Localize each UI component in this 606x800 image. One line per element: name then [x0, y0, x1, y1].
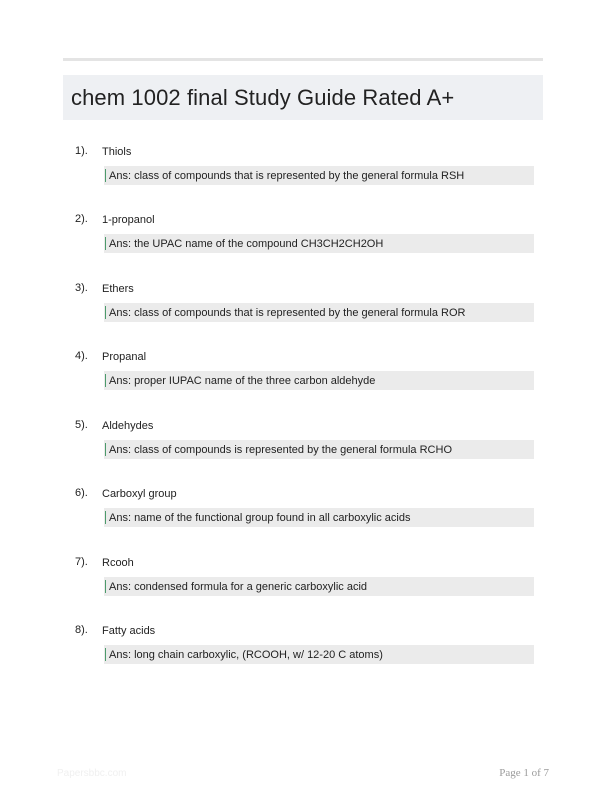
question-item	[0, 281, 606, 349]
answer-box	[104, 303, 534, 322]
answer-box	[104, 371, 534, 390]
answer-box	[104, 440, 534, 459]
answer-text: Ans: long chain carboxylic, (RCOOH, w/ 12-20 C atoms)	[109, 648, 383, 661]
answer-marker	[105, 306, 106, 319]
answer-box	[104, 577, 534, 596]
question-item	[0, 349, 606, 417]
answer-text: Ans: class of compounds that is represented by the general formula RSH	[109, 169, 465, 182]
question-number: 8).	[75, 624, 88, 636]
question-item	[0, 555, 606, 623]
answer-box	[104, 645, 534, 664]
question-number: 7).	[75, 556, 88, 568]
answer-marker	[105, 648, 106, 661]
question-number: 1).	[75, 145, 88, 157]
question-term: Carboxyl group	[102, 488, 177, 500]
question-term: 1-propanol	[102, 214, 155, 226]
question-term: Propanal	[102, 351, 147, 363]
question-number: 6).	[75, 487, 88, 499]
question-number: 5).	[75, 419, 88, 431]
answer-marker	[105, 374, 106, 387]
answer-text: Ans: the UPAC name of the compound CH3CH2CH2OH	[109, 237, 384, 250]
question-item	[0, 486, 606, 554]
answer-marker	[105, 580, 106, 593]
question-number: 2).	[75, 213, 88, 225]
page-indicator: Page 1 of 7	[499, 767, 549, 779]
footer-watermark: Papersbbc.com	[57, 768, 127, 779]
question-item	[0, 623, 606, 691]
answer-text: Ans: class of compounds is represented by the general formula RCHO	[109, 443, 452, 456]
answer-marker	[105, 443, 106, 456]
answer-box	[104, 234, 534, 253]
question-item	[0, 418, 606, 486]
answer-marker	[105, 511, 106, 524]
answer-box	[104, 508, 534, 527]
answer-box	[104, 166, 534, 185]
question-term: Aldehydes	[102, 420, 154, 432]
document-title: chem 1002 final Study Guide Rated A+	[71, 84, 455, 110]
question-number: 4).	[75, 350, 88, 362]
question-number: 3).	[75, 282, 88, 294]
answer-text: Ans: proper IUPAC name of the three carbon aldehyde	[109, 374, 376, 387]
question-term: Thiols	[102, 146, 132, 158]
question-term: Rcooh	[102, 557, 134, 569]
answer-text: Ans: name of the functional group found in all carboxylic acids	[109, 511, 411, 524]
question-item	[0, 144, 606, 212]
question-item	[0, 212, 606, 280]
answer-marker	[105, 237, 106, 250]
question-term: Ethers	[102, 283, 134, 295]
answer-text: Ans: class of compounds that is represented by the general formula ROR	[109, 306, 466, 319]
answer-marker	[105, 169, 106, 182]
answer-text: Ans: condensed formula for a generic carboxylic acid	[109, 580, 368, 593]
question-term: Fatty acids	[102, 625, 156, 637]
